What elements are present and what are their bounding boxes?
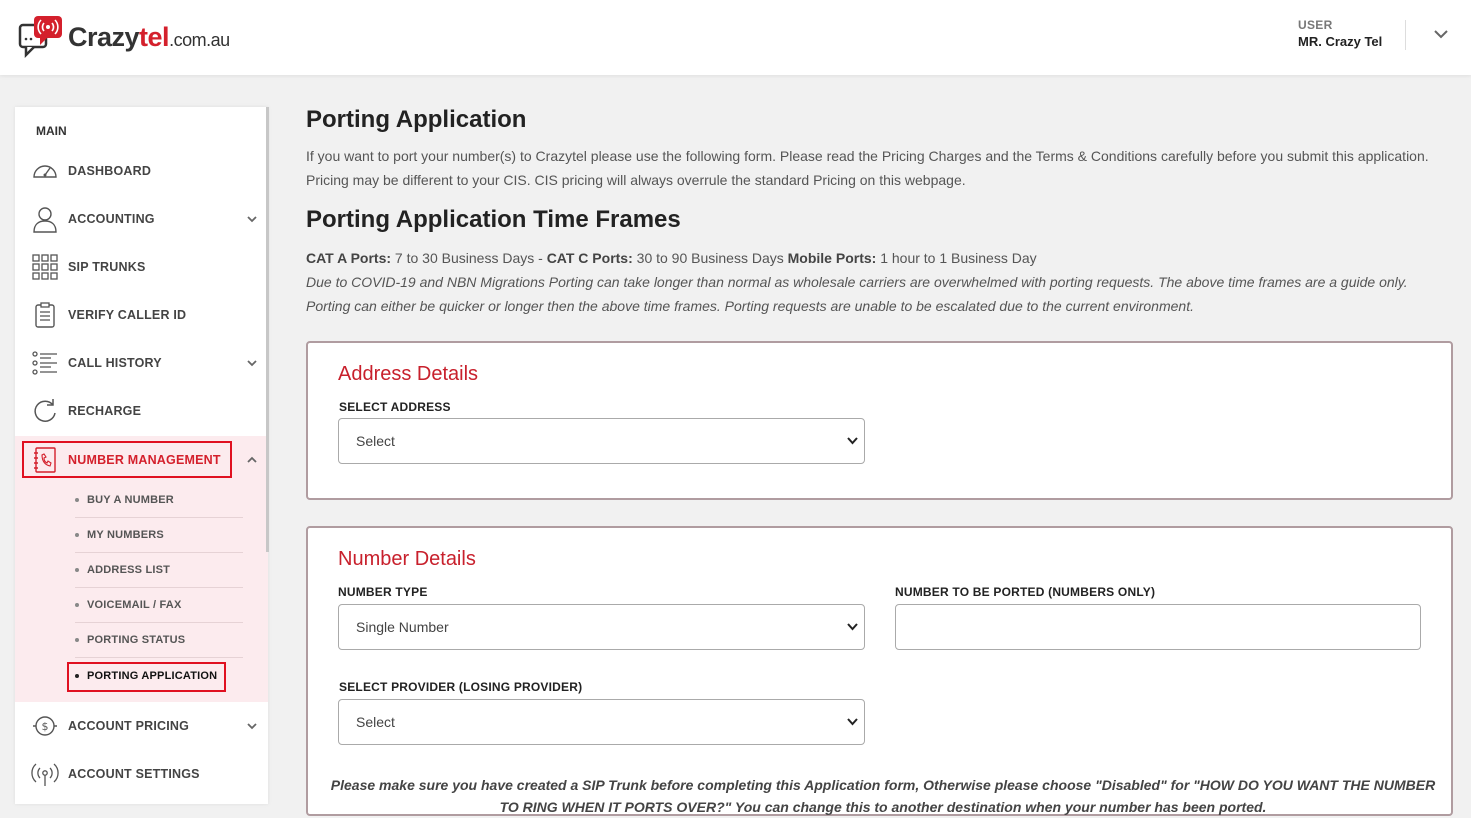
cat-a-value: 7 to 30 Business Days -	[391, 250, 547, 266]
select-address-label: SELECT ADDRESS	[339, 400, 451, 414]
select-value: Select	[356, 714, 395, 730]
sidebar-item-label: DASHBOARD	[68, 164, 152, 178]
sidebar-item-label: CALL HISTORY	[68, 356, 162, 370]
crazytel-logo[interactable]	[18, 15, 230, 59]
cat-a-label: CAT A Ports:	[306, 250, 392, 266]
sidebar-subitem-label: BUY A NUMBER	[87, 494, 174, 506]
number-type-dropdown[interactable]	[338, 604, 865, 650]
sidebar-subitem-buy-a-number[interactable]	[75, 483, 243, 518]
bullet-icon	[75, 498, 79, 502]
sidebar-subitem-address-list[interactable]	[75, 553, 243, 588]
cat-c-label: CAT C Ports:	[546, 250, 633, 266]
main-content	[306, 106, 1456, 318]
sidebar-subitem-label: PORTING STATUS	[87, 634, 186, 646]
sidebar-item-call-history[interactable]	[15, 339, 268, 387]
number-type-label: NUMBER TYPE	[338, 585, 428, 599]
sip-trunk-warning: Please make sure you have created a SIP Trunk before completing this Application form, Otherwise please choose "Disabled" for "HOW DO YOU WANT THE NUMBER TO RING WHEN IT PORTS OVER?" You can change this to another destination when your number has been ported.	[330, 777, 1436, 815]
brand-highlight: tel	[139, 21, 170, 52]
chevron-down-icon	[246, 722, 258, 730]
user-label: USER	[1298, 18, 1333, 32]
provider-label: SELECT PROVIDER (LOSING PROVIDER)	[339, 680, 583, 694]
user-name: MR. Crazy Tel	[1298, 34, 1383, 49]
sidebar-item-label: NUMBER MANAGEMENT	[68, 453, 221, 467]
sidebar-scrollbar[interactable]	[266, 107, 269, 552]
mobile-label: Mobile Ports:	[787, 250, 877, 266]
sidebar-item-label: SIP TRUNKS	[68, 260, 146, 274]
page-title: Porting Application	[306, 106, 527, 133]
chevron-up-icon	[246, 456, 258, 464]
chat-signal-icon	[18, 15, 64, 59]
sidebar-subitem-label: VOICEMAIL / FAX	[87, 599, 182, 611]
gauge-icon	[31, 157, 59, 185]
chevron-down-icon	[847, 718, 858, 726]
card-title: Number Details	[338, 548, 476, 570]
timeframes-title: Porting Application Time Frames	[306, 206, 681, 233]
sidebar-subitem-my-numbers[interactable]	[75, 518, 243, 553]
user-icon	[31, 205, 59, 233]
sidebar-subitem-label: MY NUMBERS	[87, 529, 164, 541]
number-management-group	[15, 436, 268, 702]
brand-name	[68, 22, 230, 53]
sidebar-item-sip-trunks[interactable]	[15, 243, 268, 291]
number-details-card	[306, 526, 1453, 816]
sidebar-item-recharge[interactable]	[15, 387, 268, 435]
chevron-down-icon	[847, 437, 858, 445]
brand-suffix: .com.au	[169, 29, 230, 50]
timeframes-summary	[306, 246, 1456, 270]
sidebar-section-main: MAIN	[36, 124, 67, 138]
sidebar-item-account-settings[interactable]	[15, 750, 268, 798]
chevron-down-icon	[246, 215, 258, 223]
card-title: Address Details	[338, 363, 479, 385]
provider-dropdown[interactable]	[338, 699, 865, 745]
mobile-value: 1 hour to 1 Business Day	[876, 250, 1037, 266]
grid-icon	[31, 253, 59, 281]
sidebar-subitem-porting-status[interactable]	[75, 623, 243, 658]
number-to-port-label: NUMBER TO BE PORTED (NUMBERS ONLY)	[895, 585, 1156, 599]
sidebar-item-label: ACCOUNT PRICING	[68, 719, 190, 733]
top-header	[0, 0, 1471, 75]
bullet-icon	[75, 568, 79, 572]
chevron-down-icon[interactable]	[1433, 28, 1449, 40]
address-details-card	[306, 341, 1453, 500]
sidebar-item-label: RECHARGE	[68, 404, 142, 418]
sidebar-item-accounting[interactable]	[15, 195, 268, 243]
sidebar-item-verify-caller-id[interactable]	[15, 291, 268, 339]
bullet-icon	[75, 533, 79, 537]
bullet-icon	[75, 638, 79, 642]
number-to-port-input[interactable]	[895, 604, 1421, 650]
sidebar-item-account-pricing[interactable]	[15, 702, 268, 750]
sidebar-item-label: ACCOUNT SETTINGS	[68, 767, 200, 781]
timeframes-note: Due to COVID-19 and NBN Migrations Porting can take longer than normal as wholesale carriers are overwhelmed with porting requests. The above time frames are a guide only. Porting can either be quicker or longer then the above time frames. Porting requests are unable to be escalated due to the current environment.	[306, 274, 1408, 314]
select-value: Select	[356, 433, 395, 449]
broadcast-icon	[31, 760, 59, 788]
list-icon	[31, 349, 59, 377]
chevron-down-icon	[246, 359, 258, 367]
sidebar-subitem-voicemail-fax[interactable]	[75, 588, 243, 623]
highlight-box	[22, 441, 232, 478]
sidebar-item-label: VERIFY CALLER ID	[68, 308, 187, 322]
clipboard-icon	[31, 301, 59, 329]
chevron-down-icon	[847, 623, 858, 631]
svg-text:$: $	[41, 720, 49, 733]
dollar-icon	[31, 712, 59, 740]
user-info	[1298, 18, 1382, 49]
bullet-icon	[75, 603, 79, 607]
sidebar-item-label: ACCOUNTING	[68, 212, 155, 226]
select-value: Single Number	[356, 619, 449, 635]
sidebar-subitem-label: PORTING APPLICATION	[87, 669, 218, 682]
sidebar-item-dashboard[interactable]	[15, 147, 268, 195]
brand-prefix: Crazy	[68, 21, 140, 52]
sidebar-subitem-label: ADDRESS LIST	[87, 564, 171, 576]
refresh-icon	[31, 397, 59, 425]
cat-c-value: 30 to 90 Business Days	[632, 250, 788, 266]
highlight-box	[67, 662, 226, 692]
header-divider	[1405, 20, 1406, 50]
sidebar	[15, 107, 268, 804]
page-description: If you want to port your number(s) to Crazytel please use the following form. Please read the Pricing Charges and the Terms & Conditions carefully before you submit this application. Pricing may be different to your CIS. CIS pricing will always overrule the standard Pricing on this webpage.	[306, 148, 1429, 188]
select-address-dropdown[interactable]	[338, 418, 865, 464]
